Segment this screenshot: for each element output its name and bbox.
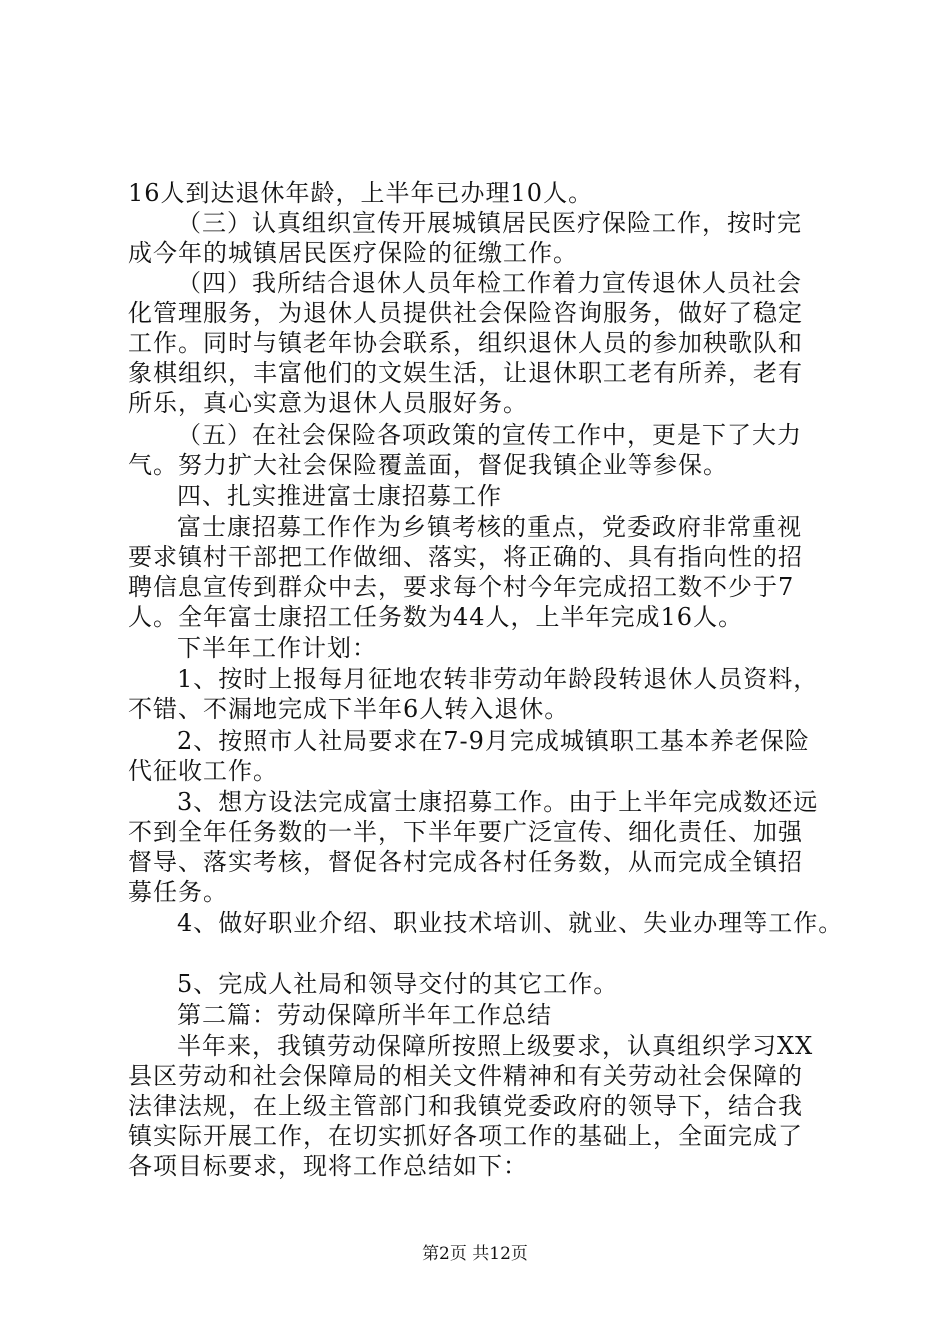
- text-line: 半年来，我镇劳动保障所按照上级要求，认真组织学习XX: [177, 1032, 814, 1060]
- text-line: 3、想方设法完成富士康招募工作。由于上半年完成数还远: [177, 788, 819, 816]
- text-line: 不到全年任务数的一半，下半年要广泛宣传、细化责任、加强: [128, 818, 803, 846]
- text-line: 1、按时上报每月征地农转非劳动年龄段转退休人员资料，: [177, 665, 819, 693]
- text-line: 所乐，真心实意为退休人员服好务。: [128, 389, 528, 417]
- text-line: 各项目标要求，现将工作总结如下：: [128, 1152, 528, 1180]
- text-line: 代征收工作。: [128, 757, 278, 785]
- text-line: 工作。同时与镇老年协会联系，组织退休人员的参加秧歌队和: [128, 329, 803, 357]
- section-heading: 下半年工作计划：: [177, 634, 377, 662]
- text-line: （三）认真组织宣传开展城镇居民医疗保险工作，按时完: [177, 209, 802, 237]
- text-line: 督导、落实考核，督促各村完成各村任务数，从而完成全镇招: [128, 848, 803, 876]
- text-line: 法律法规，在上级主管部门和我镇党委政府的领导下，结合我: [128, 1092, 803, 1120]
- text-line: 人。全年富士康招工任务数为44人，上半年完成16人。: [128, 603, 744, 631]
- text-line: 县区劳动和社会保障局的相关文件精神和有关劳动社会保障的: [128, 1062, 803, 1090]
- text-line: 4、做好职业介绍、职业技术培训、就业、失业办理等工作。: [177, 909, 844, 937]
- text-line: （四）我所结合退休人员年检工作着力宣传退休人员社会: [177, 269, 802, 297]
- text-line: 化管理服务，为退休人员提供社会保险咨询服务，做好了稳定: [128, 299, 803, 327]
- text-line: 气。努力扩大社会保险覆盖面，督促我镇企业等参保。: [128, 451, 728, 479]
- text-line: 要求镇村干部把工作做细、落实，将正确的、具有指向性的招: [128, 543, 803, 571]
- text-line: 聘信息宣传到群众中去，要求每个村今年完成招工数不少于7: [128, 573, 795, 601]
- text-line: 不错、不漏地完成下半年6人转入退休。: [128, 695, 570, 723]
- page-footer: 第2页 共12页: [422, 1244, 528, 1264]
- text-line: 16人到达退休年龄，上半年已办理10人。: [128, 179, 594, 207]
- text-line: （五）在社会保险各项政策的宣传工作中，更是下了大力: [177, 421, 802, 449]
- section-heading: 第二篇：劳动保障所半年工作总结: [177, 1001, 552, 1029]
- section-heading: 四、扎实推进富士康招募工作: [177, 482, 502, 510]
- text-line: 成今年的城镇居民医疗保险的征缴工作。: [128, 239, 578, 267]
- text-line: 富士康招募工作作为乡镇考核的重点，党委政府非常重视: [177, 513, 802, 541]
- text-line: 5、完成人社局和领导交付的其它工作。: [177, 970, 619, 998]
- text-line: 象棋组织，丰富他们的文娱生活，让退休职工老有所养，老有: [128, 359, 803, 387]
- text-line: 镇实际开展工作，在切实抓好各项工作的基础上，全面完成了: [128, 1122, 803, 1150]
- text-line: 2、按照市人社局要求在7-9月完成城镇职工基本养老保险: [177, 727, 810, 755]
- text-line: 募任务。: [128, 878, 228, 906]
